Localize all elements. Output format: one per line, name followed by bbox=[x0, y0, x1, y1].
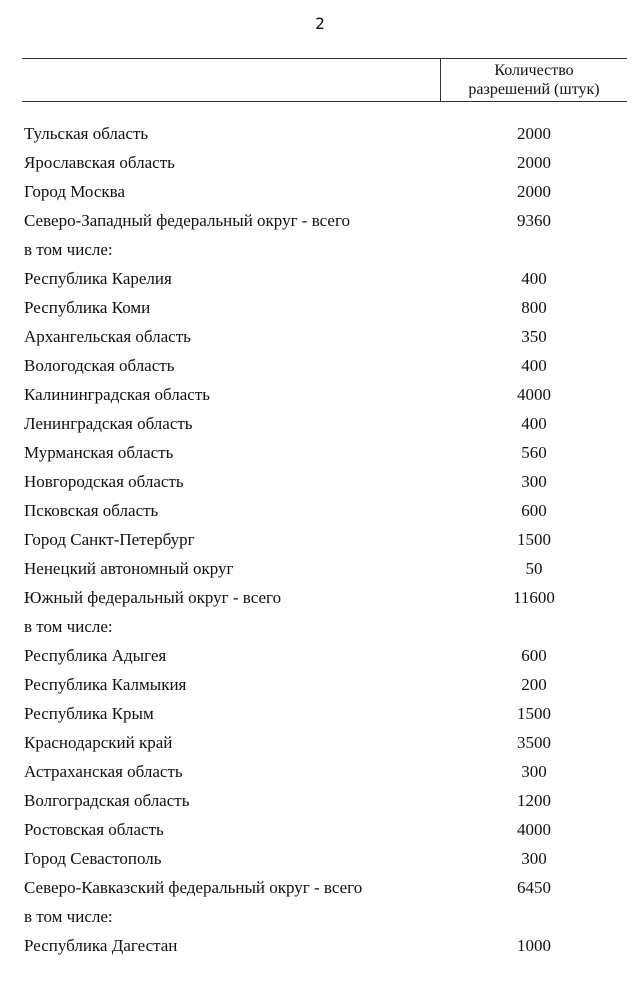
permits-count: 800 bbox=[521, 298, 547, 317]
region-name: Республика Коми bbox=[24, 298, 151, 317]
region-name: Республика Дагестан bbox=[24, 936, 178, 955]
table-row bbox=[0, 322, 640, 351]
permits-count: 2000 bbox=[517, 124, 551, 143]
table-row bbox=[0, 786, 640, 815]
permits-count: 1500 bbox=[517, 704, 551, 723]
permits-count: 200 bbox=[521, 675, 547, 694]
permits-table-body bbox=[0, 119, 640, 960]
region-name: Северо-Западный федеральный округ - всего bbox=[24, 211, 350, 230]
region-name: Южный федеральный округ - всего bbox=[24, 588, 282, 607]
region-name: Республика Адыгея bbox=[24, 646, 167, 665]
permits-count: 600 bbox=[521, 646, 547, 665]
table-row bbox=[0, 119, 640, 148]
region-name: Краснодарский край bbox=[24, 733, 173, 752]
permits-count: 560 bbox=[521, 443, 547, 462]
table-row bbox=[0, 699, 640, 728]
region-name: Архангельская область bbox=[24, 327, 191, 346]
region-name: Город Москва bbox=[24, 182, 126, 201]
table-row bbox=[0, 525, 640, 554]
table-row bbox=[0, 612, 640, 641]
table-row bbox=[0, 206, 640, 235]
table-row bbox=[0, 641, 640, 670]
permits-count: 600 bbox=[521, 501, 547, 520]
table-row bbox=[0, 931, 640, 960]
table-row bbox=[0, 844, 640, 873]
region-name: Тульская область bbox=[24, 124, 149, 143]
region-name: Город Севастополь bbox=[24, 849, 162, 868]
permits-count: 11600 bbox=[513, 588, 555, 607]
permits-count: 4000 bbox=[517, 820, 551, 839]
region-name: Волгоградская область bbox=[24, 791, 190, 810]
region-name: Северо-Кавказский федеральный округ - всего bbox=[24, 878, 363, 897]
permits-count: 2000 bbox=[517, 182, 551, 201]
region-name: Город Санкт-Петербург bbox=[24, 530, 195, 549]
region-name: Республика Карелия bbox=[24, 269, 172, 288]
table-row bbox=[0, 235, 640, 264]
permits-count: 400 bbox=[521, 414, 547, 433]
region-name: Ярославская область bbox=[24, 153, 175, 172]
table-row bbox=[0, 293, 640, 322]
permits-count: 300 bbox=[521, 762, 547, 781]
table-row bbox=[0, 438, 640, 467]
permits-count: 3500 bbox=[517, 733, 551, 752]
region-name: Астраханская область bbox=[24, 762, 183, 781]
permits-count: 50 bbox=[525, 559, 543, 578]
permits-count: 300 bbox=[521, 849, 547, 868]
region-name: Вологодская область bbox=[24, 356, 175, 375]
table-row bbox=[0, 409, 640, 438]
region-name: Новгородская область bbox=[24, 472, 184, 491]
permits-count: 400 bbox=[521, 356, 547, 375]
permits-count: 1200 bbox=[517, 791, 551, 810]
region-name: Калининградская область bbox=[24, 385, 210, 404]
permits-count: 300 bbox=[521, 472, 547, 491]
region-name: в том числе: bbox=[24, 907, 113, 926]
page-number: 2 bbox=[315, 14, 325, 33]
region-name: Республика Крым bbox=[24, 704, 154, 723]
table-row bbox=[0, 873, 640, 902]
permits-count: 350 bbox=[521, 327, 547, 346]
table-row bbox=[0, 380, 640, 409]
table-row bbox=[0, 467, 640, 496]
table-row bbox=[0, 757, 640, 786]
region-name: Ненецкий автономный округ bbox=[24, 559, 234, 578]
permits-count: 6450 bbox=[517, 878, 551, 897]
column-header-permits-count bbox=[441, 61, 627, 99]
table-row bbox=[0, 554, 640, 583]
permits-count: 1000 bbox=[517, 936, 551, 955]
region-name: Ростовская область bbox=[24, 820, 164, 839]
permits-count: 1500 bbox=[517, 530, 551, 549]
table-row bbox=[0, 148, 640, 177]
region-name: в том числе: bbox=[24, 617, 113, 636]
table-row bbox=[0, 351, 640, 380]
table-row bbox=[0, 264, 640, 293]
region-name: Ленинградская область bbox=[24, 414, 193, 433]
table-row bbox=[0, 815, 640, 844]
table-row bbox=[0, 583, 640, 612]
table-header-top-rule bbox=[22, 58, 627, 59]
table-row bbox=[0, 728, 640, 757]
permits-count: 2000 bbox=[517, 153, 551, 172]
region-name: Республика Калмыкия bbox=[24, 675, 187, 694]
table-row bbox=[0, 902, 640, 931]
region-name: Мурманская область bbox=[24, 443, 174, 462]
permits-count: 400 bbox=[521, 269, 547, 288]
region-name: в том числе: bbox=[24, 240, 113, 259]
table-header-bottom-rule bbox=[22, 101, 627, 102]
table-row bbox=[0, 177, 640, 206]
column-header-line-2: разрешений (штук) bbox=[468, 81, 600, 98]
table-row bbox=[0, 496, 640, 525]
region-name: Псковская область bbox=[24, 501, 159, 520]
permits-count: 4000 bbox=[517, 385, 551, 404]
table-row bbox=[0, 670, 640, 699]
column-header-line-1: Количество bbox=[494, 62, 574, 79]
permits-count: 9360 bbox=[517, 211, 551, 230]
